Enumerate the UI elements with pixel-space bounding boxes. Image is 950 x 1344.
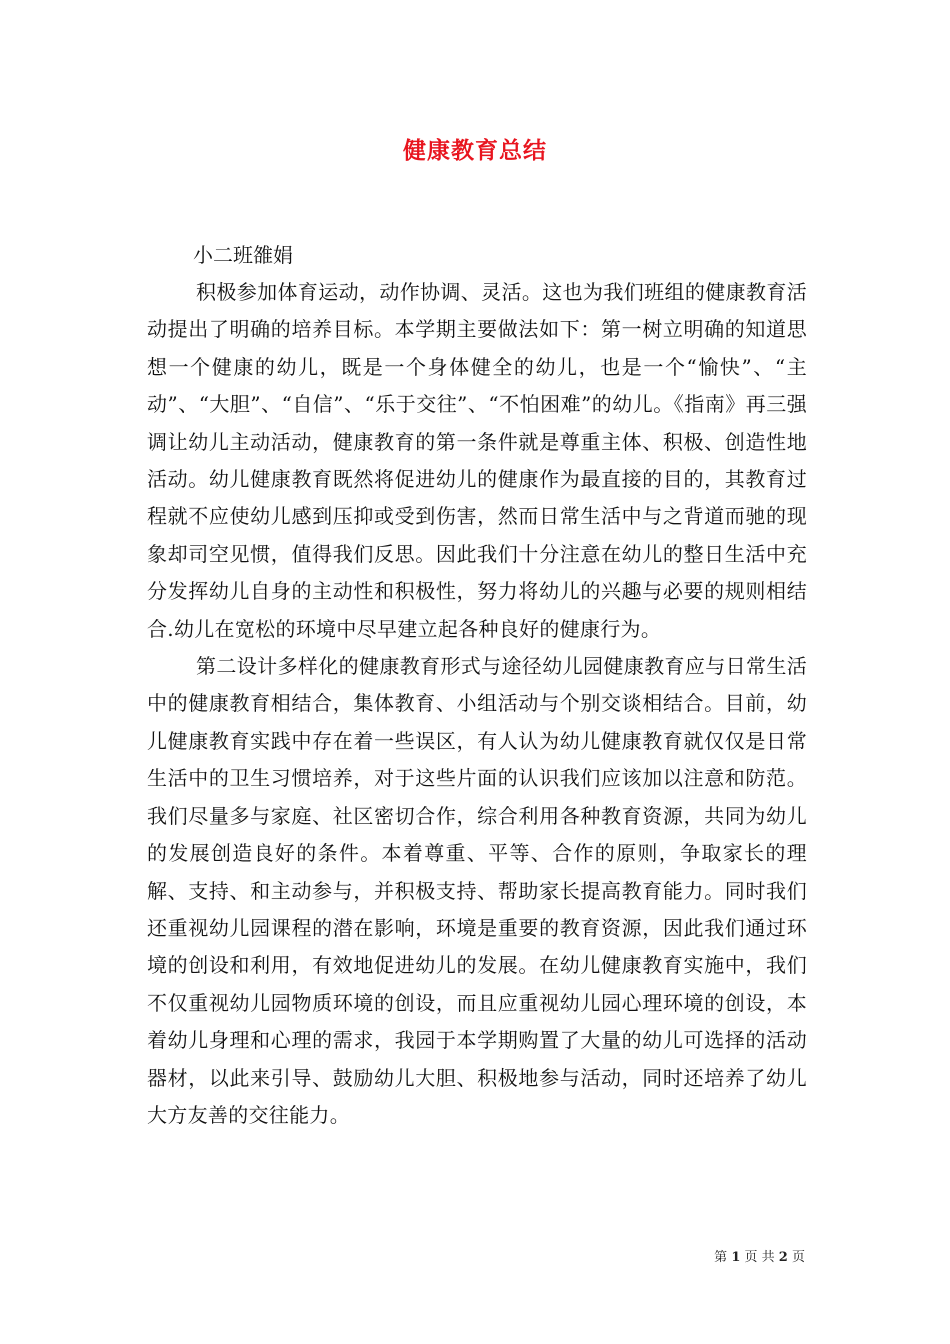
- footer-prefix: 第: [714, 1250, 728, 1265]
- paragraph-2: 第二设计多样化的健康教育形式与途径幼儿园健康教育应与日常生活中的健康教育相结合，集体教育、小组活动与个别交谈相结合。目前，幼儿健康教育实践中存在着一些误区，有人认为幼儿健康教育就仅仅是日常生活中的卫生习惯培养，对于这些片面的认识我们应该加以注意和防范。我们尽量多与家庭、社区密切合作，综合利用各种教育资源，共同为幼儿的发展创造良好的条件。本着尊重、平等、合作的原则，争取家长的理解、支持、和主动参与，并积极支持、帮助家长提高教育能力。同时我们还重视幼儿园课程的潜在影响，环境是重要的教育资源，因此我们通过环境的创设和利用，有效地促进幼儿的发展。在幼儿健康教育实施中，我们不仅重视幼儿园物质环境的创设，而且应重视幼儿园心理环境的创设，本着幼儿身理和心理的需求，我园于本学期购置了大量的幼儿可选择的活动器材，以此来引导、鼓励幼儿大胆、积极地参与活动，同时还培养了幼儿大方友善的交往能力。: [147, 654, 807, 1127]
- page-footer: [714, 1246, 805, 1265]
- document-body: [147, 274, 807, 1134]
- footer-middle: 页 共: [744, 1250, 775, 1265]
- document-title: 健康教育总结: [403, 137, 547, 164]
- total-pages-number: 2: [778, 1250, 788, 1265]
- paragraph-1: 积极参加体育运动，动作协调、灵活。这也为我们班组的健康教育活动提出了明确的培养目标。本学期主要做法如下：第一树立明确的知道思想一个健康的幼儿，既是一个身体健全的幼儿，也是一个“愉快”、“主动”、“大胆”、“自信”、“乐于交往”、“不怕困难”的幼儿。《指南》再三强调让幼儿主动活动，健康教育的第一条件就是尊重主体、积极、创造性地活动。幼儿健康教育既然将促进幼儿的健康作为最直接的目的，其教育过程就不应使幼儿感到压抑或受到伤害，然而日常生活中与之背道而驰的现象却司空见惯，值得我们反思。因此我们十分注意在幼儿的整日生活中充分发挥幼儿自身的主动性和积极性，努力将幼儿的兴趣与必要的规则相结合.幼儿在宽松的环境中尽早建立起各种良好的健康行为。: [147, 280, 807, 641]
- author-line: 小二班雒娟: [193, 243, 293, 267]
- footer-suffix: 页: [791, 1250, 805, 1265]
- current-page-number: 1: [731, 1250, 741, 1265]
